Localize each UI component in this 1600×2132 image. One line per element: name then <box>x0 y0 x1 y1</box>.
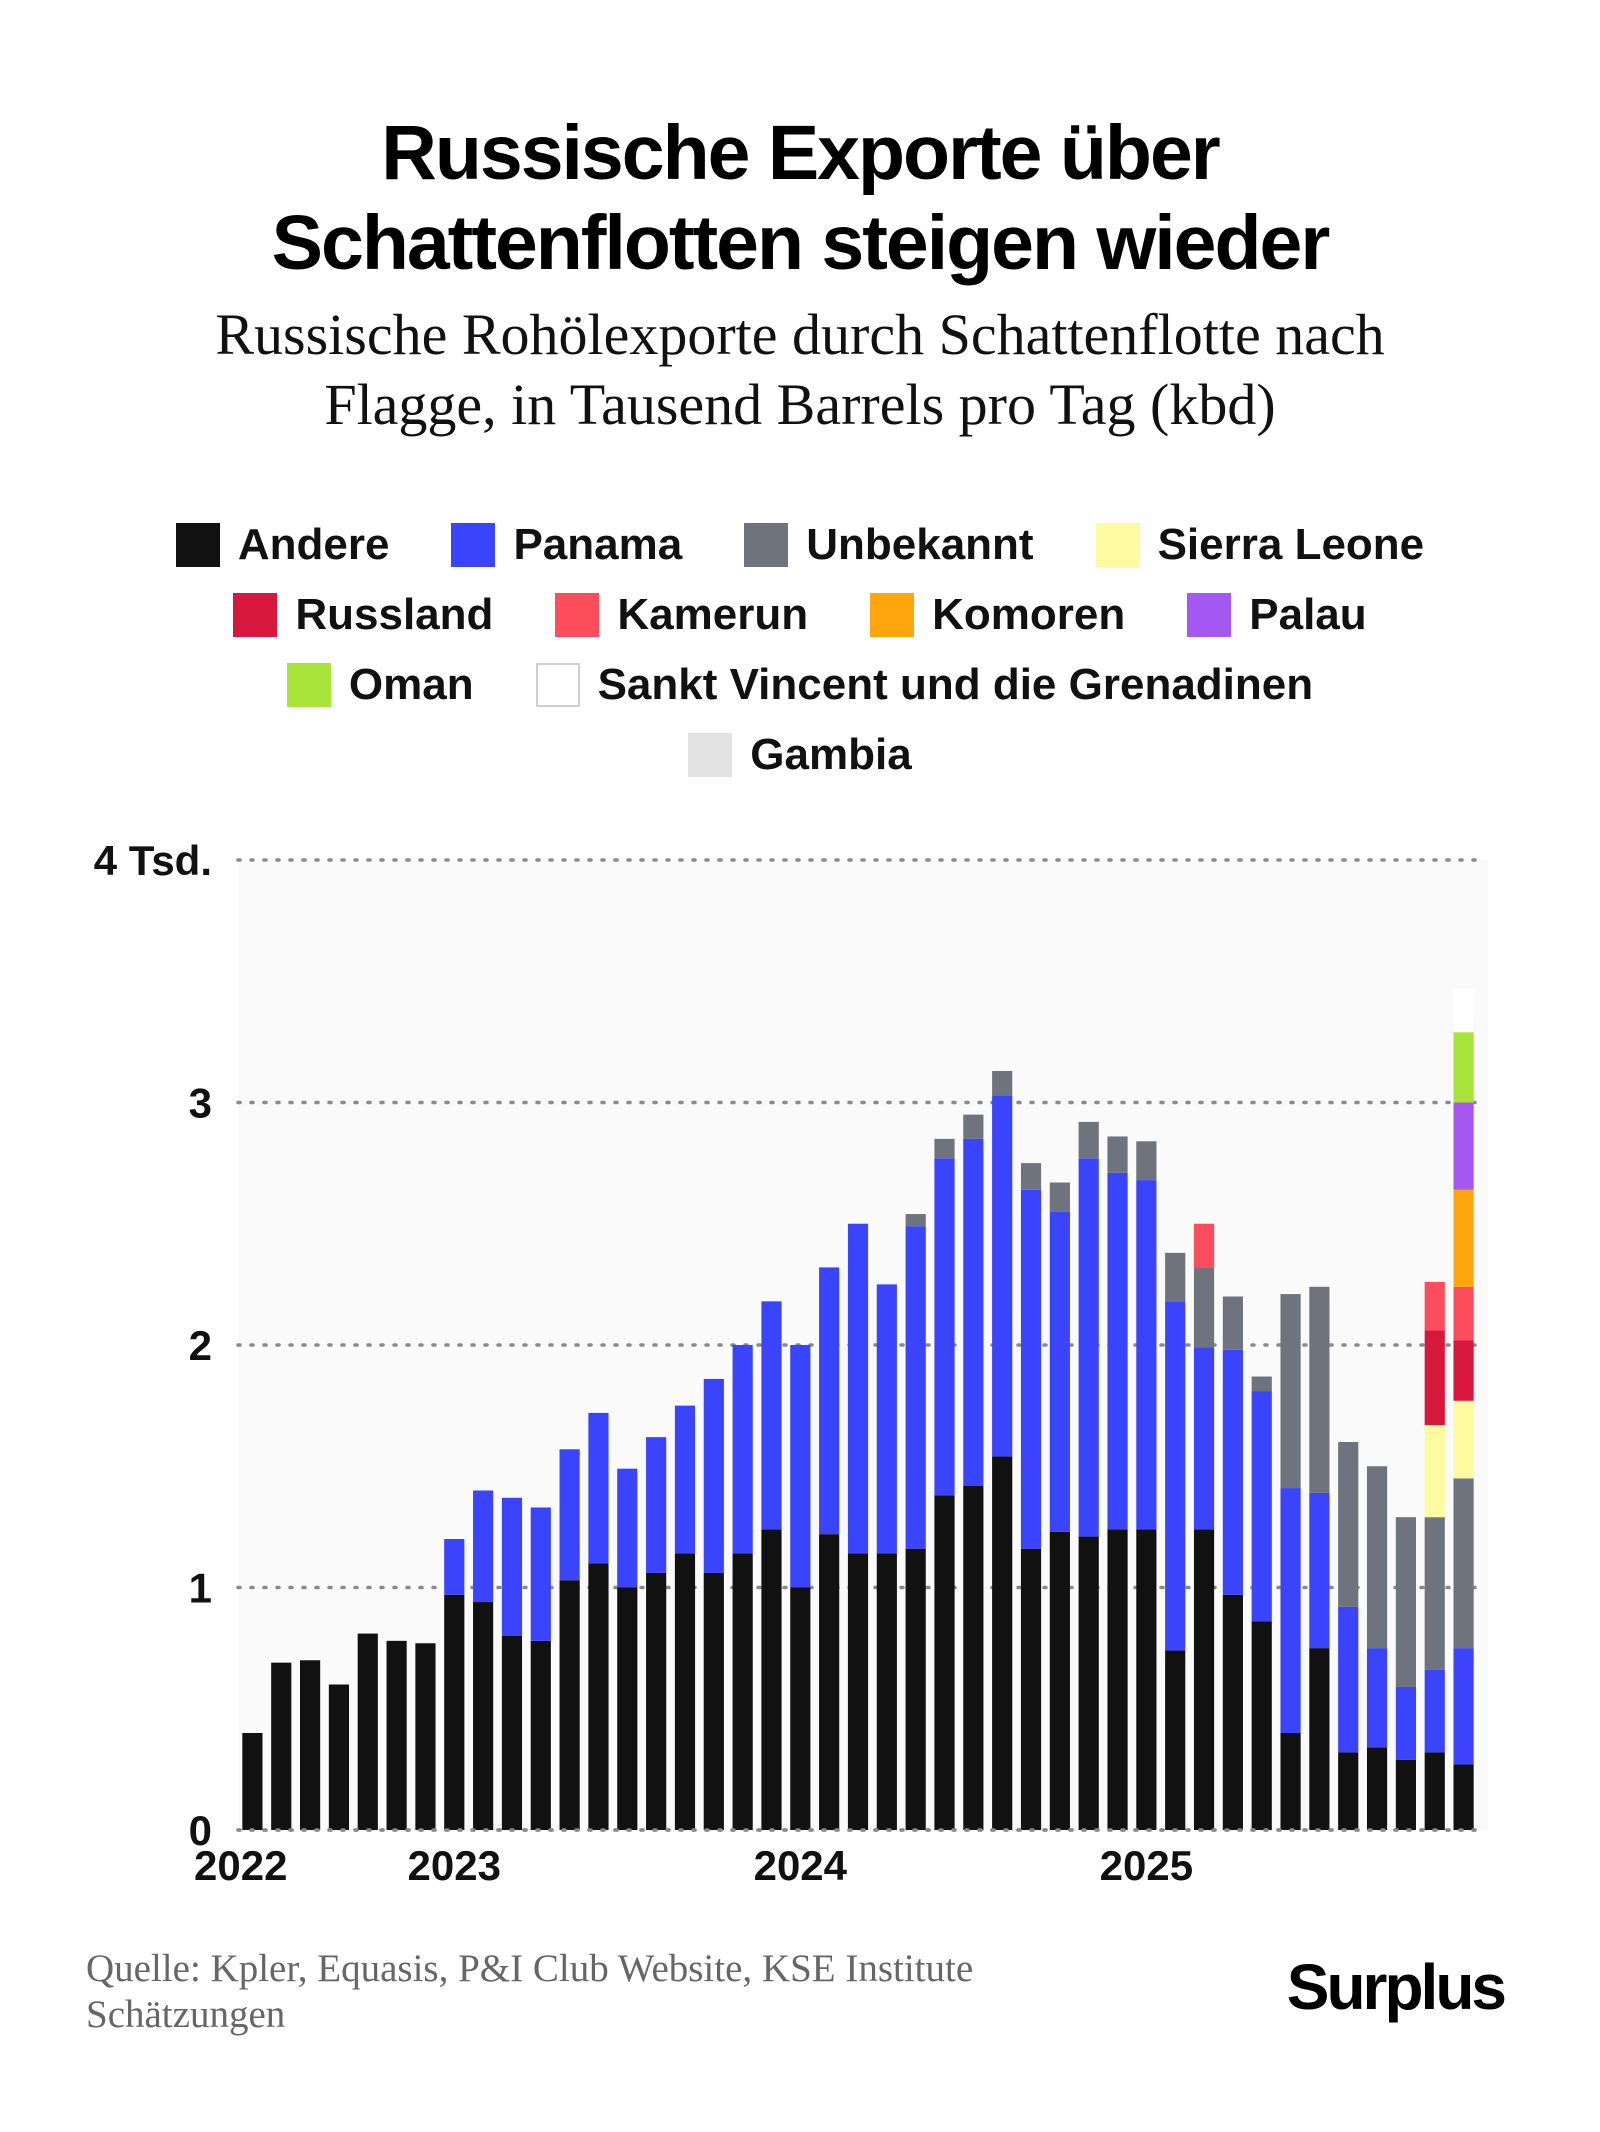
bar-segment <box>675 1554 695 1830</box>
bar-segment <box>1021 1190 1041 1549</box>
bar-segment <box>1338 1442 1358 1607</box>
bar-segment <box>733 1554 753 1830</box>
bar-segment <box>531 1641 551 1830</box>
bar-segment <box>1136 1529 1156 1830</box>
bar-segment <box>1453 1401 1473 1479</box>
bar-segment <box>1021 1549 1041 1830</box>
bar-segment <box>1453 1190 1473 1287</box>
chart-title <box>0 108 1600 288</box>
bar-segment <box>473 1602 493 1830</box>
legend-swatch <box>287 663 331 707</box>
legend-label: Kamerun <box>617 590 809 639</box>
bar-segment <box>1107 1173 1127 1529</box>
legend-row <box>60 510 1540 580</box>
bar-segment <box>646 1573 666 1830</box>
bar-segment <box>1107 1529 1127 1830</box>
bar-segment <box>848 1554 868 1830</box>
bar-segment <box>1165 1301 1185 1650</box>
legend-swatch <box>233 593 277 637</box>
legend-swatch <box>555 593 599 637</box>
brand-logo: Surplus <box>1286 1951 1504 2023</box>
bar-segment <box>1453 1765 1473 1830</box>
bar-segment <box>675 1406 695 1554</box>
bar-segment <box>704 1573 724 1830</box>
bar-segment <box>1367 1748 1387 1830</box>
bar-segment <box>1367 1648 1387 1747</box>
bar-segment <box>1079 1537 1099 1830</box>
bar-segment <box>1280 1294 1300 1488</box>
bar-segment <box>502 1636 522 1830</box>
legend-label: Sierra Leone <box>1157 520 1425 569</box>
legend-swatch <box>1096 523 1140 567</box>
bar-segment <box>358 1634 378 1830</box>
bar-segment <box>1223 1350 1243 1595</box>
chart-subtitle <box>0 300 1600 440</box>
legend-item <box>1096 520 1425 570</box>
legend-swatch <box>870 593 914 637</box>
source-note <box>86 1946 1136 2038</box>
bar-segment <box>1367 1466 1387 1648</box>
y-tick-label: 0 <box>188 1807 212 1854</box>
bar-segment <box>934 1158 954 1495</box>
bar-segment <box>761 1529 781 1830</box>
bar-segment <box>1309 1493 1329 1648</box>
bar-segment <box>1453 1478 1473 1648</box>
legend-item <box>176 520 390 570</box>
y-tick-label: 4 Tsd. <box>93 837 212 884</box>
bar-segment <box>934 1495 954 1830</box>
bar-segment <box>1425 1282 1445 1331</box>
x-tick-label: 2022 <box>194 1842 288 1889</box>
subtitle-line-2: Flagge, in Tausend Barrels pro Tag (kbd) <box>324 372 1276 437</box>
bar-segment <box>1396 1517 1416 1687</box>
legend-item <box>233 590 493 640</box>
legend-label: Russland <box>295 590 494 639</box>
legend-swatch <box>176 523 220 567</box>
legend-label: Panama <box>513 520 683 569</box>
bar-segment <box>1050 1212 1070 1532</box>
legend-label: Andere <box>237 520 390 569</box>
legend-row <box>60 720 1540 790</box>
legend-item <box>870 590 1125 640</box>
bar-segment <box>877 1284 897 1553</box>
bar-segment <box>963 1115 983 1139</box>
bar-segment <box>1165 1253 1185 1302</box>
bar-segment <box>242 1733 262 1830</box>
y-tick-label: 3 <box>188 1079 212 1127</box>
bar-segment <box>1194 1267 1214 1347</box>
legend-swatch <box>536 663 580 707</box>
bar-segment <box>848 1224 868 1554</box>
legend-label: Sankt Vincent und die Grenadinen <box>597 660 1314 709</box>
bar-segment <box>761 1301 781 1529</box>
bar-segment <box>819 1534 839 1830</box>
bar-segment <box>1453 1648 1473 1764</box>
bar-segment <box>1453 989 1473 1033</box>
bar-segment <box>1107 1136 1127 1172</box>
title-line-1: Russische Exporte über <box>381 110 1219 196</box>
bar-segment <box>1309 1287 1329 1493</box>
bar-segment <box>1396 1760 1416 1830</box>
bar-segment <box>1050 1532 1070 1830</box>
bar-segment <box>646 1437 666 1573</box>
bar-segment <box>790 1345 810 1588</box>
x-tick-label: 2024 <box>753 1842 848 1889</box>
bar-segment <box>1453 1103 1473 1190</box>
bar-segment <box>877 1554 897 1830</box>
legend-item <box>451 520 682 570</box>
bar-segment <box>588 1413 608 1563</box>
bar-segment <box>300 1660 320 1830</box>
legend-item <box>536 660 1314 710</box>
bar-segment <box>1425 1670 1445 1752</box>
bar-segment <box>1136 1180 1156 1529</box>
chart-legend <box>60 510 1540 790</box>
legend-item <box>287 660 474 710</box>
bar-segment <box>271 1663 291 1830</box>
bar-segment <box>963 1486 983 1830</box>
bar-segment <box>790 1588 810 1831</box>
bar-segment <box>588 1563 608 1830</box>
bar-segment <box>329 1685 349 1831</box>
legend-row <box>60 650 1540 720</box>
bar-segment <box>1453 1032 1473 1102</box>
legend-label: Palau <box>1249 590 1367 639</box>
bar-segment <box>704 1379 724 1573</box>
bar-segment <box>1223 1595 1243 1830</box>
y-tick-label: 2 <box>188 1322 212 1369</box>
title-line-2: Schattenflotten steigen wieder <box>271 200 1329 286</box>
bar-segment <box>1021 1163 1041 1190</box>
bar-segment <box>1453 1340 1473 1401</box>
source-line-1: Quelle: Kpler, Equasis, P&I Club Website, KSE Institute <box>86 1947 974 1990</box>
legend-item <box>688 730 911 780</box>
bar-segment <box>1194 1347 1214 1529</box>
bar-segment <box>1453 1287 1473 1340</box>
legend-swatch <box>1187 593 1231 637</box>
bar-segment <box>387 1641 407 1830</box>
legend-item <box>1187 590 1366 640</box>
bar-segment <box>1338 1607 1358 1753</box>
bar-segment <box>1194 1529 1214 1830</box>
legend-item <box>744 520 1033 570</box>
subtitle-line-1: Russische Rohölexporte durch Schattenflotte nach <box>215 302 1385 367</box>
bar-segment <box>819 1267 839 1534</box>
x-tick-label: 2025 <box>1099 1842 1194 1889</box>
chart-area <box>0 830 1600 1910</box>
bar-segment <box>444 1539 464 1595</box>
legend-swatch <box>744 523 788 567</box>
bar-segment <box>444 1595 464 1830</box>
bar-segment <box>560 1449 580 1580</box>
bar-segment <box>1280 1733 1300 1830</box>
legend-item <box>555 590 808 640</box>
bar-segment <box>1252 1391 1272 1621</box>
legend-label: Gambia <box>750 730 912 779</box>
bar-segment <box>1338 1752 1358 1830</box>
bar-segment <box>415 1643 435 1830</box>
y-tick-label: 1 <box>188 1564 212 1612</box>
bar-segment <box>473 1491 493 1603</box>
legend-swatch <box>451 523 495 567</box>
bar-segment <box>1079 1158 1099 1536</box>
bar-segment <box>502 1498 522 1636</box>
bar-segment <box>906 1549 926 1830</box>
legend-label: Unbekannt <box>806 520 1034 569</box>
bar-segment <box>1309 1648 1329 1830</box>
bar-segment <box>1050 1183 1070 1212</box>
bar-segment <box>560 1580 580 1830</box>
bar-segment <box>963 1139 983 1486</box>
legend-label: Komoren <box>932 590 1126 639</box>
bar-segment <box>934 1139 954 1158</box>
bar-segment <box>1165 1651 1185 1830</box>
bar-segment <box>1079 1122 1099 1158</box>
x-tick-label: 2023 <box>407 1842 501 1889</box>
bar-segment <box>733 1345 753 1554</box>
bar-segment <box>1280 1488 1300 1733</box>
stacked-bar-chart <box>0 830 1600 1910</box>
bar-segment <box>617 1588 637 1831</box>
bar-segment <box>992 1457 1012 1830</box>
bar-segment <box>1425 1330 1445 1425</box>
bar-segment <box>906 1214 926 1226</box>
bar-segment <box>992 1071 1012 1095</box>
bar-segment <box>1396 1687 1416 1760</box>
bar-segment <box>992 1095 1012 1456</box>
bar-segment <box>1223 1297 1243 1350</box>
bar-segment <box>1136 1141 1156 1180</box>
bar-segment <box>1194 1224 1214 1268</box>
bar-segment <box>906 1226 926 1549</box>
source-line-2: Schätzungen <box>86 1993 286 2036</box>
legend-label: Oman <box>348 660 474 709</box>
legend-row <box>60 580 1540 650</box>
bar-segment <box>1425 1752 1445 1830</box>
legend-swatch <box>688 733 732 777</box>
bar-segment <box>1425 1517 1445 1670</box>
bar-segment <box>531 1507 551 1640</box>
bar-segment <box>1252 1377 1272 1392</box>
bar-segment <box>1425 1425 1445 1517</box>
bar-segment <box>1252 1621 1272 1830</box>
bar-segment <box>617 1469 637 1588</box>
